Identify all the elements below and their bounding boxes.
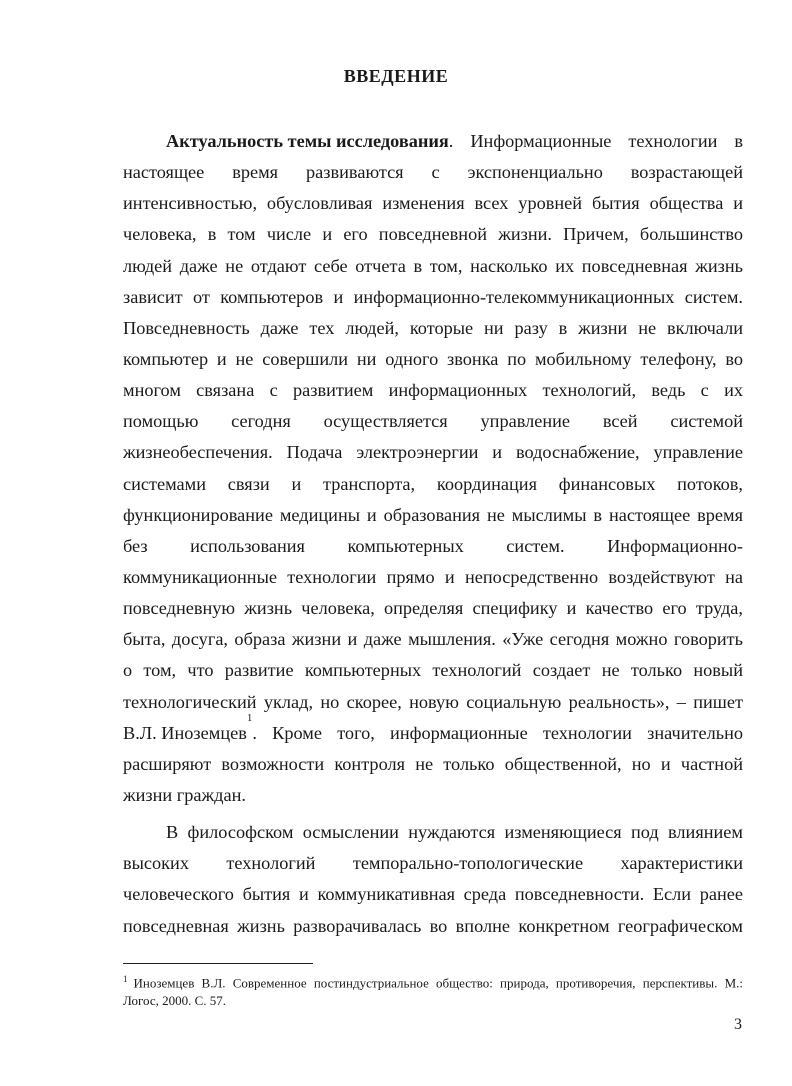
page-title: ВВЕДЕНИЕ <box>343 66 449 86</box>
paragraph-line: интенсивностью, обусловливая изменения всех уровней бытия общества и <box>123 193 743 214</box>
paragraph-line: функционирование медицины и образования не мыслимы в настоящее время <box>123 504 743 525</box>
paragraph-line: системами связи и транспорта, координация финансовых потоков, <box>123 473 743 494</box>
paragraph-line: жизнеобеспечения. Подача электроэнергии и водоснабжение, управление <box>123 442 743 463</box>
paragraph-line: людей даже не отдают себе отчета в том, насколько их повседневная жизнь <box>123 255 743 276</box>
paragraph-line: высоких технологий темпорально-топологические характеристики <box>123 853 743 874</box>
footnote-number: 1 <box>123 974 128 984</box>
paragraph-line: В философском осмыслении нуждаются изменяющиеся под влиянием <box>166 822 743 843</box>
paragraph-line: зависит от компьютеров и информационно-телекоммуникационных систем. <box>123 286 743 307</box>
paragraph-line: человеческого бытия и коммуникативная среда повседневности. Если ранее <box>123 884 743 905</box>
page-number: 3 <box>734 1016 742 1033</box>
paragraph-line: повседневная жизнь разворачивалась во вполне конкретном географическом <box>123 915 743 936</box>
body-text <box>123 126 743 942</box>
paragraph-line: . Информационные технологии в <box>448 131 743 151</box>
paragraph-line: без использования компьютерных систем. Информационно- <box>123 535 743 556</box>
paragraph-line: жизни граждан. <box>123 784 246 805</box>
paragraph-1-line-1 <box>123 126 743 157</box>
paragraph-line: расширяют возможности контроля не только общественной, но и частной <box>123 753 743 774</box>
paragraph-line: повседневную жизнь человека, определяя специфику и качество его труда, <box>123 598 743 619</box>
author-line <box>123 711 743 749</box>
paragraph-line: . Кроме того, информационные технологии значительно <box>252 722 743 743</box>
footnote-reference[interactable]: 1 <box>246 711 253 724</box>
footnote <box>123 970 743 1010</box>
paragraph-line: компьютер и не совершили ни одного звонка по мобильному телефону, во <box>123 348 743 369</box>
paragraph-line: человека, в том числе и его повседневной жизни. Причем, большинство <box>123 224 743 245</box>
author-name: В.Л. Иноземцев <box>123 722 247 743</box>
paragraph-line: о том, что развитие компьютерных технологий создает не только новый <box>123 660 743 681</box>
paragraph-line: технологический уклад, но скорее, новую социальную реальность», – пишет <box>123 691 743 712</box>
footnote-divider <box>123 963 313 964</box>
paragraph-line: быта, досуга, образа жизни и даже мышления. «Уже сегодня можно говорить <box>123 629 743 650</box>
topic-relevance-heading: Актуальность темы исследования <box>166 131 449 151</box>
paragraph-line: настоящее время развиваются с экспоненциально возрастающей <box>123 162 743 183</box>
footnote-text: Иноземцев В.Л. Современное постиндустриальное общество: природа, противоречия, перспективы. М.: Логос, 2000. С. 57. <box>123 975 743 1009</box>
paragraph-line: Повседневность даже тех людей, которые ни разу в жизни не включали <box>123 317 743 338</box>
paragraph-line: многом связана с развитием информационных технологий, ведь с их <box>123 380 743 401</box>
paragraph-line: коммуникационные технологии прямо и непосредственно воздействуют на <box>123 566 743 587</box>
paragraph-line: помощью сегодня осуществляется управление всей системой <box>123 411 743 432</box>
